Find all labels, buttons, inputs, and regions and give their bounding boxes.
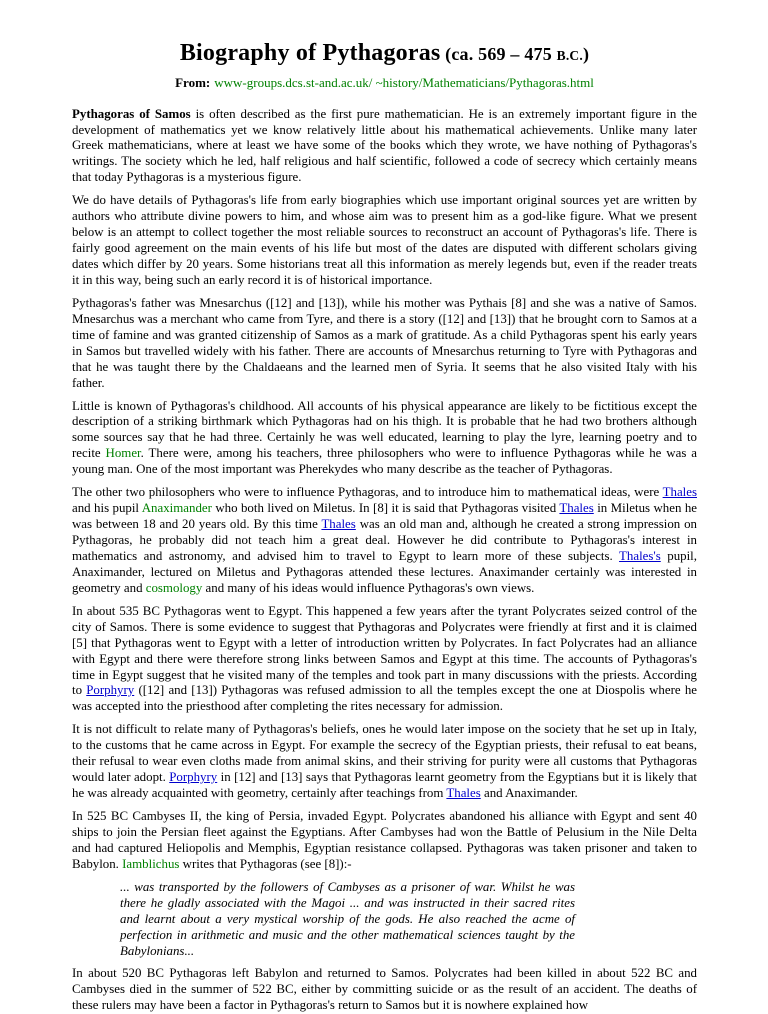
title-main: Biography of Pythagoras xyxy=(179,40,441,66)
text-segment: is often described as the first pure mathematician. He is an extremely important figure in the development of mathematics yet we know relatively little about his mathematical achievements. Unlike many later Greek mathematicians, where at least we have some of the books which they wrote, we have nothing of Pythagoras's writings. The society which he led, half religious and half scientific, followed a code of secrecy which certainly means that today Pythagoras is a mysterious figure. xyxy=(72,106,697,185)
paragraph xyxy=(72,193,697,289)
text-segment: who both lived on Miletus. In [8] it is said that Pythagoras visited xyxy=(211,501,560,516)
link-thales[interactable]: Thales xyxy=(662,485,697,500)
paragraph xyxy=(72,399,697,479)
text-segment: The other two philosophers who were to influence Pythagoras, and to introduce him to mathematical ideas, were xyxy=(72,485,663,500)
document-header xyxy=(72,40,697,91)
from-label: From: xyxy=(175,74,211,90)
text-segment: In about 535 BC Pythagoras went to Egypt. This happened a few years after the tyrant Polycrates seized control of the city of Samos. There is some evidence to suggest that Pythagoras and Polycrates were friendly at first and it is claimed [5] that Pythagoras went to Egypt with a letter of introduction written by Polycrates. In fact Polycrates had an alliance with Egypt and there were therefore strong links between Samos and Egypt at this time. The accounts of Pythagoras's time in Egypt suggest that he visited many of the temples and took part in many discussions with the priests. According to xyxy=(72,603,697,698)
text-segment: and his pupil xyxy=(72,501,142,516)
text-segment: It is not difficult to relate many of Pythagoras's beliefs, ones he would later impose on the society that he set up in Italy, to the customs that he came across in Egypt. For example the secrecy of the Egyptian priests, their refusal to eat beans, their refusal to wear even cloths made from animal skins, and their striving for purity were all customs that Pythagoras would later adopt. xyxy=(72,722,697,785)
paragraph xyxy=(72,966,697,1014)
bold-text: Pythagoras of Samos xyxy=(72,106,191,121)
text-segment: Pythagoras's father was Mnesarchus ([12] and [13]), while his mother was Pythais [8] and she was a native of Samos. Mnesarchus was a merchant who came from Tyre, and there is a story ([12] and [13]) that he brought corn to Samos at a time of famine and was granted citizenship of Samos as a mark of gratitude. As a child Pythagoras spent his early years in Samos but travelled widely with his father. There are accounts of Mnesarchus returning to Tyre with Pythagoras and that he was taught there by the Chaldaeans and the learned men of Syria. It seems that he also visited Italy with his father. xyxy=(72,295,697,390)
text-segment: pupil, Anaximander, lectured on Miletus and Pythagoras attended these lectures. Anaximander certainly was interested in geometry and xyxy=(72,548,697,595)
text-segment: and many of his ideas would influence Pythagoras's own views. xyxy=(202,580,535,595)
document-body xyxy=(72,107,697,1014)
text-segment: and Anaximander. xyxy=(480,786,578,801)
link-thales[interactable]: Thales xyxy=(559,501,594,516)
link-porphyry[interactable]: Porphyry xyxy=(169,770,218,785)
text-segment: was an old man and, although he created a strong impression on Pythagoras, he probably did not teach him a great deal. However he did contribute to Pythagoras's interest in mathematics and astronomy, and advised him to travel to Egypt to learn more of these subjects. xyxy=(72,517,697,563)
text-segment: In 525 BC Cambyses II, the king of Persia, invaded Egypt. Polycrates abandoned his alliance with Egypt and sent 40 ships to join the Persian fleet against the Egyptians. After Cambyses had won the Battle of Pelusium in the Nile Delta and had captured Heliopolis and Memphis, Egyptian resistance collapsed. Pythagoras was taken prisoner and taken to Babylon. xyxy=(72,809,697,871)
text-segment: in [12] and [13] says that Pythagoras learnt geometry from the Egyptians but it is likely that he was already acquainted with geometry, certainly after teachings from xyxy=(72,770,697,801)
text-segment: ([12] and [13]) Pythagoras was refused admission to all the temples except the one at Diospolis where he was accepted into the priesthood after completing the rites necessary for admission. xyxy=(72,683,697,714)
paragraph xyxy=(72,107,697,187)
text-segment: writes that Pythagoras (see [8]):- xyxy=(179,856,352,871)
title-dates-pre: (ca. 569 – 475 xyxy=(440,44,557,64)
link-cosmology[interactable]: cosmology xyxy=(145,580,203,595)
link-iamblichus[interactable]: Iamblichus xyxy=(122,856,180,871)
title-dates xyxy=(440,44,589,64)
source-line xyxy=(72,75,697,91)
title-dates-post: ) xyxy=(582,44,590,64)
link-porphyry[interactable]: Porphyry xyxy=(86,683,135,698)
text-segment: We do have details of Pythagoras's life from early biographies which use important original sources yet are written by authors who attribute divine powers to him, and whose aim was to present him as a god-like figure. What we present below is an attempt to collect together the most reliable sources to reconstruct an account of Pythagoras's life. There is fairly good agreement on the main events of his life but most of the dates are disputed with different scholars giving dates which differ by 20 years. Some historians treat all this information as merely legends but, even if the reader treats it in this way, being such an early record it is of historical importance. xyxy=(72,193,697,287)
link-thales-s[interactable]: Thales's xyxy=(619,548,661,563)
paragraph xyxy=(72,296,697,392)
title-bc-abbreviation: B.C. xyxy=(556,48,583,63)
text-segment: In about 520 BC Pythagoras left Babylon and returned to Samos. Polycrates had been killed in about 522 BC and Cambyses died in the summer of 522 BC, either by committing suicide or as the result of an accident. The deaths of these rulers may have been a factor in Pythagoras's return to Samos but it is nowhere explained how xyxy=(72,966,697,1013)
text-segment: in Miletus when he was between 18 and 20 years old. By this time xyxy=(72,501,697,532)
page-title xyxy=(72,40,697,68)
text-segment: Little is known of Pythagoras's childhood. All accounts of his physical appearance are likely to be fictitious except the description of a striking birthmark which Pythagoras had on his thigh. It is probable that he had two brothers although some sources say that he had three. Certainly he was well educated, learning to play the lyre, learning poetry and to recite xyxy=(72,398,697,461)
text-segment: . There were, among his teachers, three philosophers who were to influence Pythagoras while he was a young man. One of the most important was Pherekydes who many describe as the teacher of Pythagoras. xyxy=(72,446,697,477)
paragraph xyxy=(72,809,697,873)
link-thales[interactable]: Thales xyxy=(321,517,356,532)
source-url-link[interactable]: www-groups.dcs.st-and.ac.uk/ ~history/Mathematicians/Pythagoras.html xyxy=(214,74,594,90)
paragraph xyxy=(72,722,697,802)
link-homer[interactable]: Homer xyxy=(105,446,141,461)
link-anaximander[interactable]: Anaximander xyxy=(141,501,212,516)
block-quote xyxy=(120,880,575,960)
text-segment: ... was transported by the followers of Cambyses as a prisoner of war. Whilst he was there he gladly associated with the Magoi ... and was instructed in their sacred rites and learnt about a very mystical worship of the gods. He also reached the acme of perfection in arithmetic and music and the other mathematical sciences taught by the Babylonians... xyxy=(120,879,575,958)
paragraph xyxy=(72,485,697,597)
link-thales[interactable]: Thales xyxy=(446,786,481,801)
paragraph xyxy=(72,604,697,716)
